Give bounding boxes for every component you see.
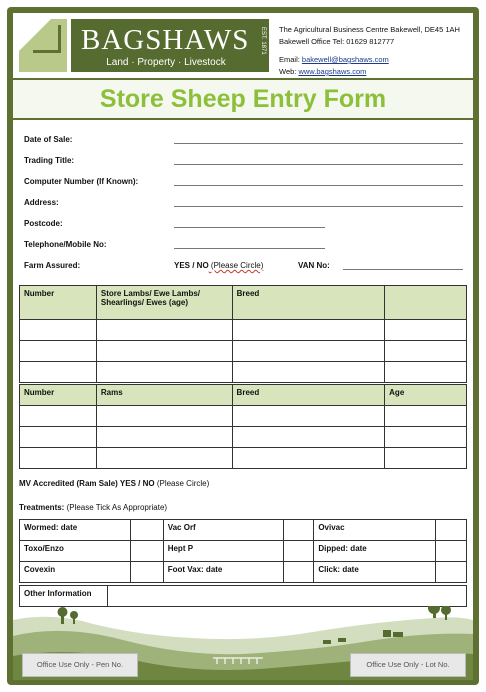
office-pen-box[interactable]: Office Use Only - Pen No.	[22, 653, 138, 677]
table-row: Toxo/Enzo Hept P Dipped: date	[20, 541, 467, 562]
col-breed: Breed	[232, 286, 385, 320]
table-row[interactable]	[20, 362, 467, 383]
ewes-table	[19, 285, 467, 383]
tick-box[interactable]	[284, 541, 314, 562]
other-info-table	[19, 585, 467, 607]
other-info-field[interactable]	[108, 586, 467, 607]
van-no-field[interactable]	[343, 269, 463, 270]
table-row[interactable]	[20, 341, 467, 362]
office-lot-box[interactable]: Office Use Only - Lot No.	[350, 653, 466, 677]
rams-table	[19, 384, 467, 469]
date-of-sale-label: Date of Sale:	[24, 135, 73, 144]
postcode-field[interactable]	[174, 227, 325, 228]
col-breed: Breed	[232, 385, 385, 406]
tick-box[interactable]	[436, 520, 467, 541]
col-number: Number	[20, 286, 97, 320]
van-no-label: VAN No:	[298, 261, 330, 270]
col-rams: Rams	[96, 385, 232, 406]
col-number: Number	[20, 385, 97, 406]
contact-web-row: Web: www.bagshaws.com	[279, 67, 367, 76]
col-stock-type: Store Lambs/ Ewe Lambs/ Shearlings/ Ewes (age)	[96, 286, 232, 320]
col-extra	[385, 286, 467, 320]
trading-title-label: Trading Title:	[24, 156, 75, 165]
brand-logo	[71, 19, 269, 72]
telephone-label: Telephone/Mobile No:	[24, 240, 107, 249]
contact-email-row: Email: bakewell@bagshaws.com	[279, 55, 389, 64]
date-of-sale-field[interactable]	[174, 143, 463, 144]
table-header-row	[20, 385, 467, 406]
title-band	[13, 78, 473, 120]
please-circle-note: (Please Circle)	[208, 261, 264, 270]
treatments-table	[19, 519, 467, 583]
table-row: Covexin Foot Vax: date Click: date	[20, 562, 467, 583]
page-title: Store Sheep Entry Form	[99, 85, 387, 113]
computer-number-field[interactable]	[174, 185, 463, 186]
tick-box[interactable]	[130, 562, 163, 583]
tick-box[interactable]	[130, 520, 163, 541]
postcode-label: Postcode:	[24, 219, 63, 228]
contact-block	[279, 24, 460, 78]
tick-box[interactable]	[436, 562, 467, 583]
contact-address: The Agricultural Business Centre Bakewell, DE45 1AH	[279, 25, 460, 34]
tick-box[interactable]	[284, 562, 314, 583]
tick-box[interactable]	[130, 541, 163, 562]
logo-icon	[19, 19, 67, 72]
trading-title-field[interactable]	[174, 164, 463, 165]
mv-accredited[interactable]: MV Accredited (Ram Sale) YES / NO (Please Circle)	[19, 479, 210, 488]
contact-phone: Bakewell Office Tel: 01629 812777	[279, 37, 395, 46]
telephone-field[interactable]	[174, 248, 325, 249]
table-row[interactable]	[20, 448, 467, 469]
web-link[interactable]: www.bagshaws.com	[298, 67, 367, 76]
table-row: Wormed: date Vac Orf Ovivac	[20, 520, 467, 541]
table-row[interactable]	[20, 427, 467, 448]
table-row[interactable]	[20, 406, 467, 427]
farm-assured-options[interactable]: YES / NO (Please Circle)	[174, 261, 264, 270]
other-info-label: Other Information	[20, 586, 108, 607]
address-label: Address:	[24, 198, 59, 207]
tick-box[interactable]	[436, 541, 467, 562]
email-link[interactable]: bakewell@bagshaws.com	[301, 55, 389, 64]
farm-assured-label: Farm Assured:	[24, 261, 81, 270]
col-age: Age	[385, 385, 467, 406]
brand-tagline: Land · Property · Livestock	[106, 57, 226, 68]
tick-box[interactable]	[284, 520, 314, 541]
address-field[interactable]	[174, 206, 463, 207]
table-row[interactable]	[20, 320, 467, 341]
table-header-row	[20, 286, 467, 320]
brand-name: BAGSHAWS	[81, 24, 250, 56]
treatments-heading: Treatments: (Please Tick As Appropriate)	[19, 503, 168, 512]
computer-number-label: Computer Number (If Known):	[24, 177, 139, 186]
brand-est: EST. 1871	[260, 27, 266, 55]
header	[13, 13, 473, 78]
